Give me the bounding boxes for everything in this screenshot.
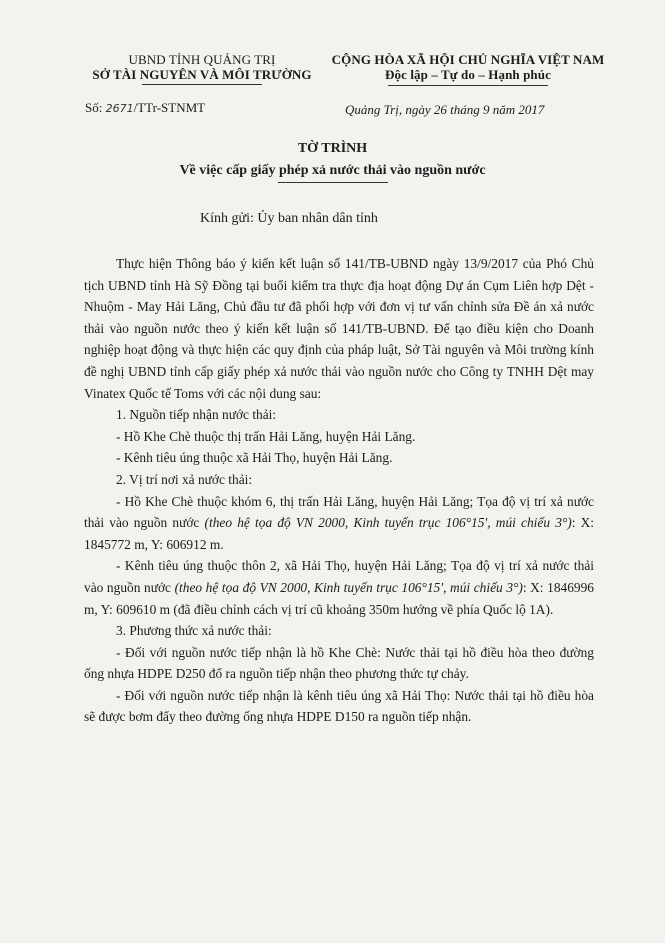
intro-paragraph: Thực hiện Thông báo ý kiến kết luận số 141/TB-UBND ngày 13/9/2017 của Phó Chủ tịch UBND tỉnh Hà Sỹ Đồng tại buổi kiểm tra thực địa hoạt động Dự án Cụm Liên hợp Dệt - Nhuộm - May Hải Lăng, Chủ đầu tư đã phối hợp với đơn vị tư vấn chỉnh sửa Đề án xả nước thải vào nguồn nước theo ý kiến kết luận số 141/TB-UBND. Để tạo điều kiện cho Doanh nghiệp hoạt động và thực hiện các quy định của pháp luật, Sở Tài nguyên và Môi trường kính đề nghị UBND tỉnh cấp giấy phép xả nước thải vào nguồn nước cho Công ty TNHH Dệt may Vinatex Quốc tế Toms với các nội dung sau:	[84, 256, 594, 401]
agency-name: SỞ TÀI NGUYÊN VÀ MÔI TRƯỜNG	[92, 67, 312, 82]
section-1-heading: 1. Nguồn tiếp nhận nước thải:	[116, 407, 277, 423]
section-3-heading: 3. Phương thức xả nước thải:	[116, 623, 272, 639]
agency-parent: UBND TỈNH QUẢNG TRỊ	[128, 52, 276, 67]
document-body	[84, 253, 594, 728]
recipient-line: Kính gửi: Ủy ban nhân dân tỉnh	[200, 211, 378, 226]
section-3-item-b: - Đối với nguồn nước tiếp nhận là kênh tiêu úng xã Hải Thọ: Nước thải tại hồ điều hòa sẽ được bơm đẩy theo đường ống nhựa HDPE D150 ra nguồn tiếp nhận.	[84, 687, 594, 725]
section-3-item-a: - Đối với nguồn nước tiếp nhận là hồ Khe Chè: Nước thải tại hồ điều hòa theo đường ống nhựa HDPE D250 đổ ra nguồn tiếp nhận theo phương thức tự chảy.	[84, 644, 594, 682]
section-2-item-a: - Hồ Khe Chè thuộc khóm 6, thị trấn Hải Lăng, huyện Hải Lăng; Tọa độ vị trí xả nước thải vào nguồn nước (theo hệ tọa độ VN 2000, Kinh tuyến trục 106°15', múi chiếu 3°): X: 1845772 m, Y: 606912 m.	[84, 493, 594, 552]
agency-header	[52, 52, 352, 85]
motto-underline	[388, 85, 548, 86]
national-motto: Độc lập – Tự do – Hạnh phúc	[385, 67, 551, 82]
agency-underline	[142, 84, 262, 85]
subtitle-underline	[278, 182, 388, 183]
national-header	[318, 52, 618, 86]
section-1-item-b: - Kênh tiêu úng thuộc xã Hải Thọ, huyện Hải Lăng.	[116, 450, 393, 466]
handwritten-day: 26	[433, 102, 447, 117]
national-title: CỘNG HÒA XÃ HỘI CHỦ NGHĨA VIỆT NAM	[331, 52, 605, 67]
section-2-item-b: - Kênh tiêu úng thuộc thôn 2, xã Hải Thọ, huyện Hải Lăng; Tọa độ vị trí xả nước thải vào nguồn nước (theo hệ tọa độ VN 2000, Kinh tuyến trục 106°15', múi chiếu 3°): X: 1846996 m, Y: 609610 m (đã điều chỉnh cách vị trí cũ khoảng 350m hướng về phía Quốc lộ 1A).	[84, 558, 594, 617]
date-line: Quảng Trị, ngày 26 tháng 9 năm 2017	[345, 102, 545, 117]
section-2-heading: 2. Vị trí nơi xả nước thải:	[116, 471, 253, 487]
document-title: TỜ TRÌNH	[297, 141, 368, 156]
handwritten-number: 2671	[105, 102, 134, 115]
document-subtitle: Về việc cấp giấy phép xả nước thải vào nguồn nước	[0, 163, 665, 183]
document-number: Số: 2671/TTr-STNMT	[85, 100, 206, 115]
section-1-item-a: - Hồ Khe Chè thuộc thị trấn Hải Lăng, huyện Hải Lăng.	[116, 428, 416, 444]
